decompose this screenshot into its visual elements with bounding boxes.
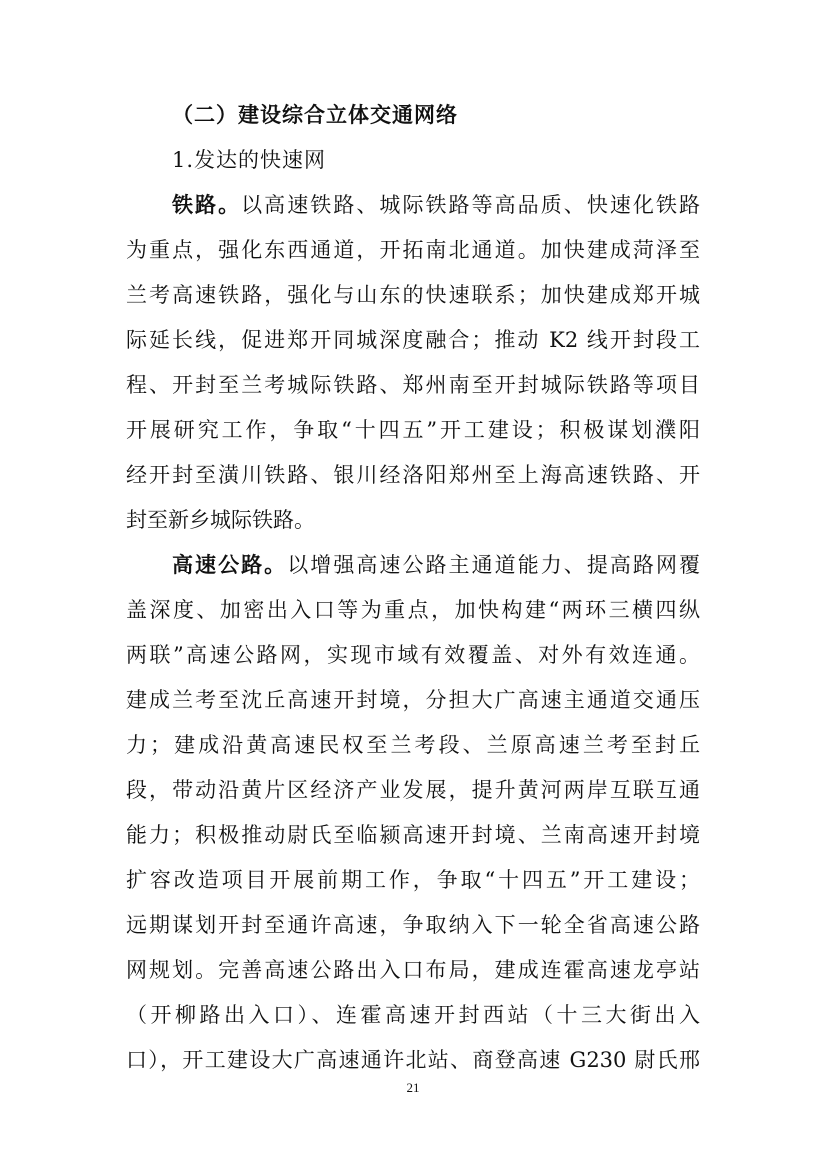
paragraph-railway-line-2: 为重点，强化东西通道，开拓南北通道。加快建成菏泽至 bbox=[126, 238, 700, 262]
paragraph-highway-line-6: 段，带动沿黄片区经济产业发展，提升黄河两岸互联互通 bbox=[126, 778, 700, 802]
text-segment: 以高速铁路、城际铁路等高品质、快速化铁路 bbox=[241, 193, 701, 217]
page-number: 21 bbox=[406, 1080, 420, 1095]
paragraph-railway-line-6: 开展研究工作，争取“十四五”开工建设；积极谋划濮阳 bbox=[126, 418, 700, 442]
paragraph-highway-line-5: 力；建成沿黄高速民权至兰考段、兰原高速兰考至封丘 bbox=[126, 733, 700, 757]
paragraph-railway-line-5: 程、开封至兰考城际铁路、郑州南至开封城际铁路等项目 bbox=[126, 373, 700, 397]
paragraph-highway-line-10: 网规划。完善高速公路出入口布局，建成连霍高速龙亭站 bbox=[126, 958, 700, 982]
paragraph-railway-line-1 bbox=[172, 190, 700, 220]
paragraph-highway-line-3: 两联”高速公路网，实现市域有效覆盖、对外有效连通。 bbox=[126, 643, 700, 667]
paragraph-lead-highway: 高速公路。 bbox=[172, 552, 288, 577]
paragraph-railway-line-7: 经开封至潢川铁路、银川经洛阳郑州至上海高速铁路、开 bbox=[126, 463, 700, 487]
paragraph-railway-line-4: 际延长线，促进郑开同城深度融合；推动 K2 线开封段工 bbox=[126, 328, 700, 352]
paragraph-highway-line-1 bbox=[172, 550, 700, 580]
paragraph-highway-line-8: 扩容改造项目开展前期工作，争取“十四五”开工建设； bbox=[126, 868, 700, 892]
section-heading: （二）建设综合立体交通网络 bbox=[172, 102, 458, 127]
paragraph-highway-line-11: （开柳路出入口）、连霍高速开封西站（十三大街出入 bbox=[126, 1003, 700, 1027]
text-segment: 以增强高速公路主通道能力、提高路网覆 bbox=[287, 553, 701, 577]
subsection-heading: 1.发达的快速网 bbox=[172, 148, 327, 172]
paragraph-highway-line-9: 远期谋划开封至通许高速，争取纳入下一轮全省高速公路 bbox=[126, 913, 700, 937]
paragraph-highway-line-7: 能力；积极推动尉氏至临颍高速开封境、兰南高速开封境 bbox=[126, 823, 700, 847]
paragraph-lead-railway: 铁路。 bbox=[172, 192, 242, 217]
paragraph-railway-line-8: 封至新乡城际铁路。 bbox=[126, 508, 315, 532]
paragraph-highway-line-4: 建成兰考至沈丘高速开封境，分担大广高速主通道交通压 bbox=[126, 688, 700, 712]
paragraph-highway-line-12: 口），开工建设大广高速通许北站、商登高速 G230 尉氏邢 bbox=[126, 1048, 700, 1072]
paragraph-highway-line-2: 盖深度、加密出入口等为重点，加快构建“两环三横四纵 bbox=[126, 598, 700, 622]
paragraph-railway-line-3: 兰考高速铁路，强化与山东的快速联系；加快建成郑开城 bbox=[126, 283, 700, 307]
